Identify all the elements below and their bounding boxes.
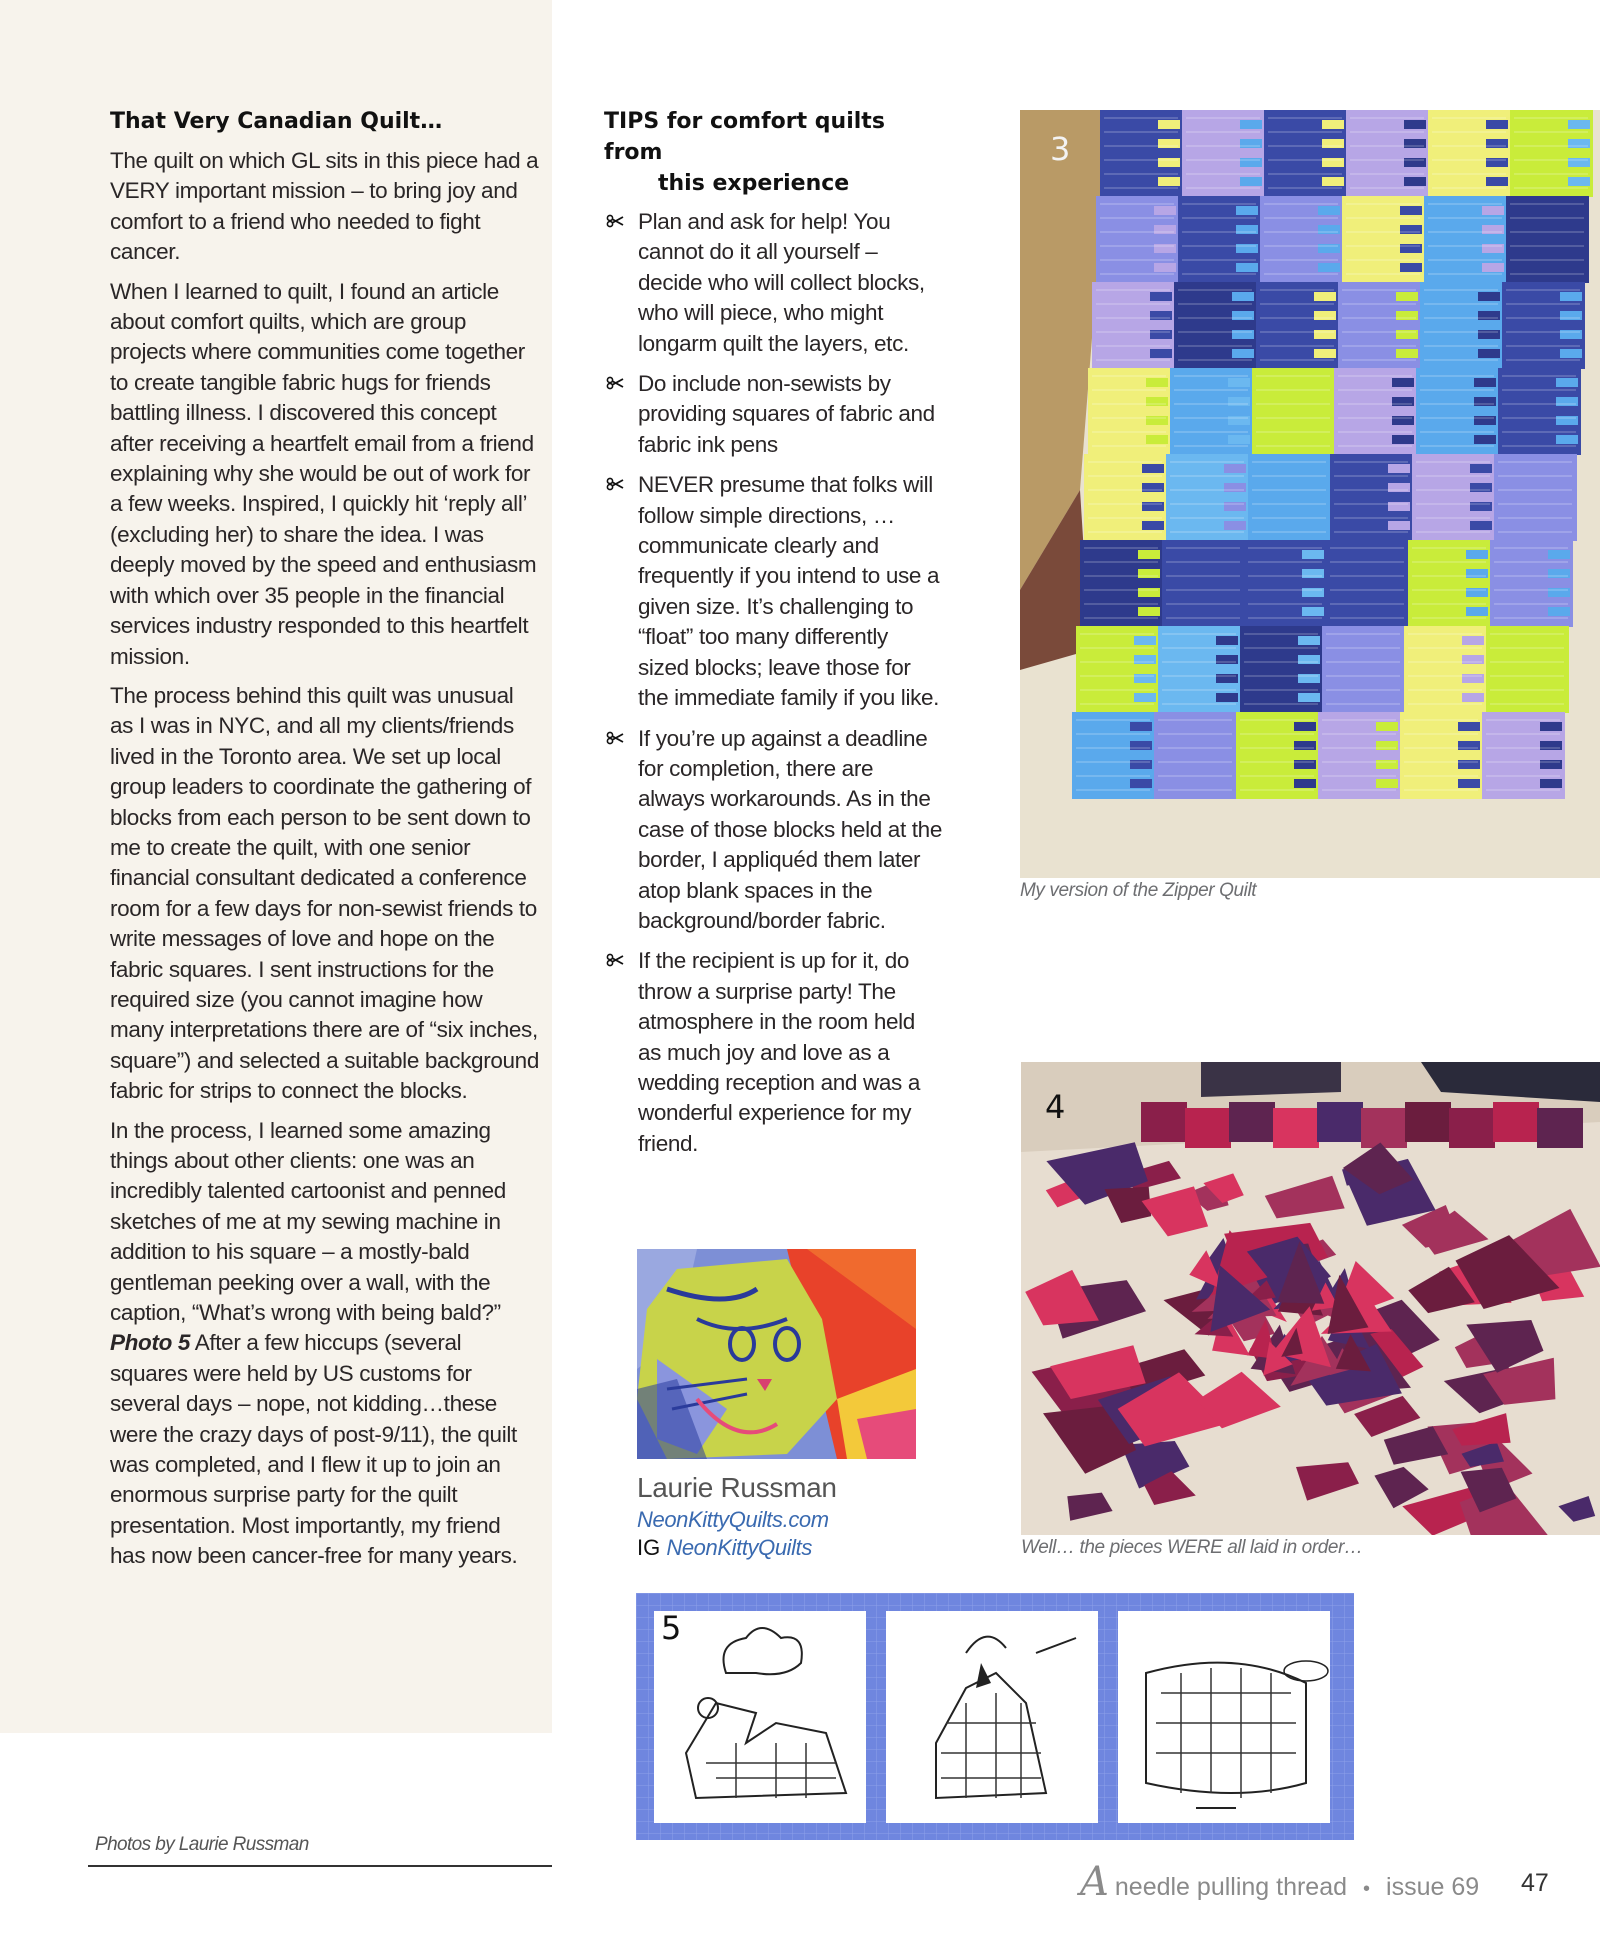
article-text: After a few hiccups (several squares were held by US customs for several days – nope, not kidding…these were the crazy days of post-9/11), the quilt was completed, and I flew it up to join an enormous surprise party for the quilt presentation. Most importantly, my friend has now been cancer-free for many years.	[110, 1330, 518, 1569]
zipper-tooth	[1314, 349, 1336, 358]
author-name: Laurie Russman	[637, 1472, 837, 1503]
publication-logo: A	[1080, 1859, 1109, 1905]
zipper-tooth	[1318, 263, 1340, 272]
zipper-tooth	[1302, 607, 1324, 616]
zipper-tooth	[1134, 693, 1156, 702]
cartoon-panels-image	[636, 1593, 1354, 1840]
cat-quilt-photo	[637, 1249, 916, 1459]
zipper-tooth	[1232, 349, 1254, 358]
zipper-tooth	[1310, 378, 1332, 387]
zipper-tooth	[1224, 464, 1246, 473]
zipper-tooth	[1322, 177, 1344, 186]
zipper-tooth	[1458, 722, 1480, 731]
instagram-label: IG	[637, 1535, 661, 1560]
scissors-bullet-icon	[606, 953, 624, 967]
zipper-tooth	[1474, 435, 1496, 444]
zipper-tooth	[1392, 435, 1414, 444]
zipper-tooth	[1466, 550, 1488, 559]
zipper-tooth	[1544, 693, 1566, 702]
zipper-tooth	[1216, 636, 1238, 645]
zipper-tooth	[1564, 206, 1586, 215]
zipper-tooth	[1474, 378, 1496, 387]
zipper-tooth	[1548, 550, 1570, 559]
zipper-tooth	[1384, 607, 1406, 616]
zipper-tooth	[1228, 378, 1250, 387]
zipper-tooth	[1306, 521, 1328, 530]
zipper-tooth	[1478, 292, 1500, 301]
zipper-tooth	[1486, 177, 1508, 186]
zipper-tooth	[1236, 263, 1258, 272]
tips-list	[604, 207, 942, 1159]
tip-item	[604, 207, 942, 359]
tip-item	[604, 470, 942, 713]
zipper-tooth	[1134, 636, 1156, 645]
zipper-tooth	[1150, 292, 1172, 301]
fabric-strip	[1317, 1102, 1363, 1142]
photo-number: 4	[1045, 1088, 1066, 1126]
zipper-tooth	[1318, 206, 1340, 215]
zipper-tooth	[1560, 349, 1582, 358]
fabric-strip	[1493, 1102, 1539, 1142]
fabric-strip	[1405, 1102, 1451, 1142]
fabric-strip	[1449, 1108, 1495, 1148]
zipper-tooth	[1470, 521, 1492, 530]
cat-quilt-illustration	[637, 1249, 916, 1459]
zipper-tooth	[1556, 435, 1578, 444]
tip-item	[604, 946, 942, 1159]
zipper-tooth	[1380, 693, 1402, 702]
author-instagram	[637, 1534, 837, 1562]
tips-heading	[604, 106, 942, 199]
footer-separator: •	[1363, 1878, 1371, 1900]
zipper-tooth	[1564, 263, 1586, 272]
zipper-tooth	[1220, 550, 1242, 559]
zipper-tooth	[1236, 206, 1258, 215]
zipper-tooth	[1466, 607, 1488, 616]
zipper-tooth	[1540, 779, 1562, 788]
tips-heading-line: TIPS for comfort quilts from	[604, 109, 885, 165]
zipper-tooth	[1560, 292, 1582, 301]
zipper-tooth	[1376, 779, 1398, 788]
publication-name: needle pulling thread	[1114, 1873, 1348, 1901]
scissors-bullet-icon	[606, 376, 624, 390]
zipper-tooth	[1146, 435, 1168, 444]
photo-caption: My version of the Zipper Quilt	[1020, 880, 1257, 901]
zipper-tooth	[1232, 292, 1254, 301]
zipper-tooth	[1400, 206, 1422, 215]
zipper-tooth	[1552, 521, 1574, 530]
zipper-tooth	[1212, 722, 1234, 731]
fabric-strip	[1537, 1108, 1583, 1148]
zipper-tooth	[1150, 349, 1172, 358]
zipper-tooth	[1154, 206, 1176, 215]
zipper-tooth	[1130, 722, 1152, 731]
article-text: In the process, I learned some amazing things about other clients: one was an incredibly talented cartoonist and penned sketches of me at my sewing machine in addition to his square – a mostly-bald gentleman peeking over a wall, with the caption, “What’s wrong with being bald?”	[110, 1117, 506, 1326]
fabric-strip	[1141, 1102, 1187, 1142]
scattered-pieces-photo	[1021, 1062, 1600, 1535]
article-paragraph	[110, 1116, 540, 1572]
zipper-tooth	[1568, 120, 1590, 129]
author-block	[637, 1470, 837, 1562]
zipper-tooth	[1138, 607, 1160, 616]
zipper-tooth	[1462, 636, 1484, 645]
zipper-tooth	[1478, 349, 1500, 358]
tip-item	[604, 369, 942, 460]
zipper-tooth	[1404, 120, 1426, 129]
zipper-tooth	[1396, 292, 1418, 301]
zipper-tooth	[1482, 206, 1504, 215]
zipper-tooth	[1400, 263, 1422, 272]
scissors-bullet-icon	[606, 731, 624, 745]
zipper-tooth	[1568, 177, 1590, 186]
zipper-tooth	[1142, 521, 1164, 530]
zipper-tooth	[1130, 779, 1152, 788]
tip-item	[604, 724, 942, 937]
article-paragraph: When I learned to quilt, I found an article about comfort quilts, which are group projects where communities come together to create tangible fabric hugs for friends battling illness. I discovered this concept after receiving a heartfelt email from a friend explaining why she would be out of work for a few weeks. Inspired, I quickly hit ‘reply all’ (excluding her) to share the idea. I was deeply moved by the speed and enthusiasm with which over 35 people in the financial services industry responded to this heartfelt mission.	[110, 278, 537, 669]
zipper-tooth	[1240, 120, 1262, 129]
zipper-tooth	[1224, 521, 1246, 530]
zipper-tooth	[1396, 349, 1418, 358]
zipper-tooth	[1322, 120, 1344, 129]
zipper-tooth	[1138, 550, 1160, 559]
tip-text: Plan and ask for help! You cannot do it all yourself – decide who will collect blocks, who will piece, who might longarm quilt the layers, etc.	[638, 209, 925, 356]
zipper-tooth	[1540, 722, 1562, 731]
zipper-tooth	[1384, 550, 1406, 559]
photo-reference: Photo 5	[110, 1330, 191, 1356]
zipper-tooth	[1228, 435, 1250, 444]
zipper-tooth	[1216, 693, 1238, 702]
zipper-tooth	[1482, 263, 1504, 272]
tips-column	[604, 106, 942, 1169]
tip-text: NEVER presume that folks will follow simple directions, …communicate clearly and frequently if you intend to use a given size. It’s challenging to “float” too many differently sized blocks; leave those for the immediate family if you like.	[638, 472, 940, 711]
zipper-tooth	[1544, 636, 1566, 645]
zipper-tooth	[1302, 550, 1324, 559]
fabric-strip	[1273, 1108, 1319, 1148]
zipper-tooth	[1154, 263, 1176, 272]
zipper-tooth	[1212, 779, 1234, 788]
zipper-tooth	[1310, 435, 1332, 444]
zipper-tooth	[1388, 464, 1410, 473]
zipper-tooth	[1294, 779, 1316, 788]
fabric-strip	[1185, 1108, 1231, 1148]
zipper-tooth	[1298, 693, 1320, 702]
article-heading: That Very Canadian Quilt…	[110, 109, 443, 134]
zipper-tooth	[1486, 120, 1508, 129]
author-website-link[interactable]: NeonKittyQuilts.com	[637, 1507, 829, 1532]
zipper-tooth	[1158, 120, 1180, 129]
tips-heading-line: this experience	[658, 171, 850, 196]
zipper-tooth	[1470, 464, 1492, 473]
cartoon-panels-photo	[636, 1593, 1354, 1840]
zipper-tooth	[1380, 636, 1402, 645]
zipper-tooth	[1458, 779, 1480, 788]
tip-text: Do include non-sewists by providing squares of fabric and fabric ink pens	[638, 371, 935, 457]
article-paragraph: The process behind this quilt was unusual as I was in NYC, and all my clients/friends lived in the Toronto area. We set up local group leaders to coordinate the gathering of blocks from each person to be sent down to me to create the quilt, with one senior financial consultant dedicated a conference room for a few days for non-sewist friends to write messages of love and hope on the fabric squares. I sent instructions for the required size (you cannot imagine how many interpretations there are of “six inches, square”) and selected a suitable background fabric for strips to connect the blocks.	[110, 682, 539, 1104]
issue-number: issue 69	[1386, 1873, 1480, 1901]
scissors-bullet-icon	[606, 214, 624, 228]
zipper-tooth	[1298, 636, 1320, 645]
tip-text: If you’re up against a deadline for completion, there are always workarounds. As in the case of those blocks held at the border, I appliquéd them later atop blank spaces in the background/border fabric.	[638, 725, 942, 933]
credit-divider	[88, 1865, 552, 1867]
zipper-tooth	[1146, 378, 1168, 387]
photo-number: 3	[1050, 130, 1071, 168]
tip-text: If the recipient is up for it, do throw a surprise party! The atmosphere in the room held as much joy and love as a wedding reception and was a wonderful experience for my friend.	[638, 948, 920, 1156]
zipper-tooth	[1462, 693, 1484, 702]
zipper-tooth	[1388, 521, 1410, 530]
instagram-handle-link[interactable]: NeonKittyQuilts	[666, 1535, 812, 1560]
zipper-tooth	[1220, 607, 1242, 616]
zipper-tooth	[1314, 292, 1336, 301]
zipper-quilt-image	[1020, 110, 1600, 878]
zipper-tooth	[1142, 464, 1164, 473]
zipper-tooth	[1306, 464, 1328, 473]
zipper-quilt-photo	[1020, 110, 1600, 878]
page-number: 47	[1521, 1869, 1549, 1897]
zipper-tooth	[1240, 177, 1262, 186]
zipper-tooth	[1548, 607, 1570, 616]
zipper-tooth	[1158, 177, 1180, 186]
zipper-tooth	[1552, 464, 1574, 473]
zipper-tooth	[1392, 378, 1414, 387]
photo-number: 5	[661, 1609, 682, 1647]
zipper-tooth	[1376, 722, 1398, 731]
photo-credit: Photos by Laurie Russman	[95, 1834, 309, 1855]
article-column	[110, 106, 540, 1581]
article-paragraph: The quilt on which GL sits in this piece had a VERY important mission – to bring joy and comfort to a friend who needed to fight cancer.	[110, 148, 539, 265]
scattered-pieces-image	[1021, 1062, 1600, 1535]
footer	[1080, 1859, 1480, 1905]
fabric-strip	[1229, 1102, 1275, 1142]
scissors-bullet-icon	[606, 477, 624, 491]
photo-caption: Well… the pieces WERE all laid in order…	[1021, 1537, 1363, 1558]
zipper-tooth	[1556, 378, 1578, 387]
zipper-tooth	[1404, 177, 1426, 186]
zipper-tooth	[1294, 722, 1316, 731]
fabric-strip	[1361, 1108, 1407, 1148]
